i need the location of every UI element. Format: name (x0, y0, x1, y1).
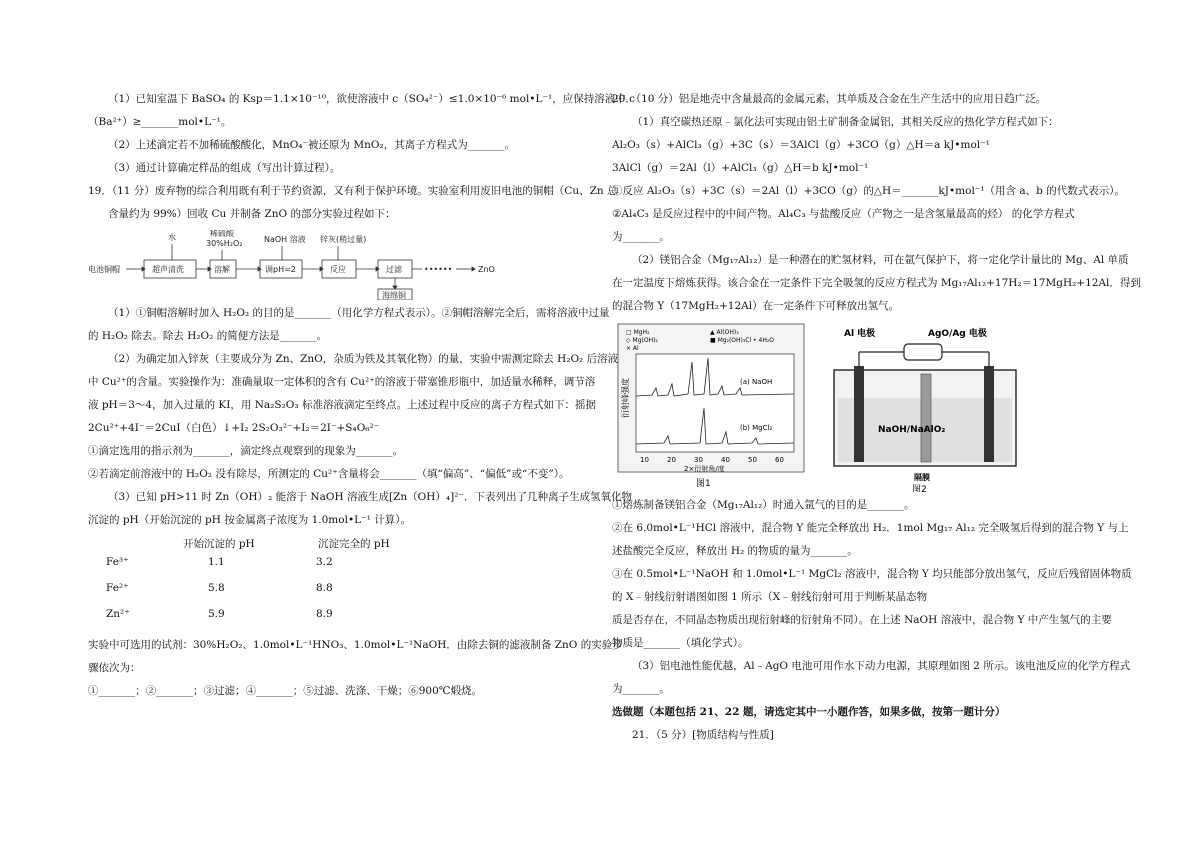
fig2-al-electrode-label: Al 电极 (844, 329, 876, 339)
fig1-legend-al: × Al (626, 345, 639, 352)
fig1-tick: 10 (640, 456, 649, 464)
table-cell-complete: 8.9 (316, 608, 333, 620)
q20-1-intro: （1）真空碳热还原﹣氯化法可实现由铝土矿制备金属铝，其相关反应的热化学方程式如下： (632, 116, 1059, 128)
table-row (88, 582, 608, 608)
fig1-legend-mg2oh3cl: ■ Mg₂(OH)₃Cl • 4H₂O (710, 337, 774, 344)
q20-3-line1: （3）铝电池性能优越，Al﹣AgO 电池可用作水下动力电源，其原理如图 2 所示。该电池反应的化学方程式 (632, 660, 1131, 672)
table-cell-start: 1.1 (208, 556, 225, 568)
table-cell-complete: 8.8 (316, 582, 333, 594)
xrd-figure (618, 324, 804, 489)
flow-box-ultrasonic-clean: 超声清洗 (152, 265, 184, 274)
q19-1-line2: 的 H₂O₂ 除去。除去 H₂O₂ 的简便方法是_______。 (88, 330, 327, 342)
table-cell-complete: 3.2 (316, 556, 333, 568)
q18-part1-line1: （1）已知室温下 BaSO₄ 的 Ksp＝1.1×10⁻¹⁰，欲使溶液中 c（SO₄²⁻）≤1.0×10⁻⁶ mol•L⁻¹，应保持溶液中 c (108, 93, 635, 105)
q20-2-sub1: ①熔炼制备镁铝合金（Mg₁₇Al₁₂）时通入氩气的目的是_______。 (612, 499, 915, 511)
q20-1-sub2-line1: ②Al₄C₃ 是反应过程中的中间产物。Al₄C₃ 与盐酸反应（产物之一是含氢量最高的烃） 的化学方程式 (612, 208, 1075, 220)
q19-2-sub2: ②若滴定前溶液中的 H₂O₂ 没有除尽，所测定的 Cu²⁺含量将会_______（填“偏高”、“偏低”或“不变”）。 (88, 468, 570, 480)
reagent-water: 水 (168, 233, 176, 242)
flow-dots: •••••• (424, 265, 453, 274)
q20-2-sub3-line2: 的 X﹣射线衍射谱图如图 1 所示（X﹣射线衍射可用于判断某晶态物 (612, 591, 928, 603)
q19-3-line1: （3）已知 pH>11 时 Zn（OH）₂ 能溶于 NaOH 溶液生成[Zn（OH）₄]²⁻．下表列出了几种离子生成氢氧化物 (108, 491, 632, 503)
fig1-tick: 60 (775, 456, 784, 464)
flow-end-label: ZnO (478, 265, 495, 274)
process-flow-diagram (88, 230, 608, 300)
q20-intro: 20．（10 分）铝是地壳中含量最高的金属元素，其单质及合金在生产生活中的应用日趋广泛。 (612, 93, 1047, 105)
q18-part2: （2）上述滴定若不加稀硫酸酸化，MnO₄⁻被还原为 MnO₂，其离子方程式为_______。 (108, 139, 515, 151)
fig1-legend-mgoh2: ◇ Mg(OH)₂ (626, 337, 658, 344)
q19-reagents-line1: 实验中可选用的试剂：30%H₂O₂、1.0mol•L⁻¹HNO₃、1.0mol•L⁻¹NaOH．由除去铜的滤液制备 ZnO 的实验步 (88, 639, 623, 651)
flow-start-label: 电池铜帽 (88, 265, 120, 274)
fig1-legend-aloh3: ▲ Al(OH)₃ (710, 329, 739, 336)
q19-intro-line1: 19．（11 分）废弃物的综合利用既有利于节约资源，又有利于保护环境。实验室利用废旧电池的铜帽（Cu、Zn 总 (88, 185, 618, 197)
fig1-xlabel: 2×衍射角/度 (684, 465, 725, 473)
q21-title: 21．（5 分）[物质结构与性质] (632, 729, 774, 741)
fig1-tick: 30 (694, 456, 703, 464)
q18-part3: （3）通过计算确定样品的组成（写出计算过程）。 (108, 162, 341, 174)
q18-part1-line2: （Ba²⁺）≥_______mol•L⁻¹。 (88, 116, 232, 128)
fig1-caption: 图1 (696, 479, 711, 489)
q19-2-line1: （2）为确定加入锌灰（主要成分为 Zn、ZnO，杂质为铁及其氧化物）的量，实验中需测定除去 H₂O₂ 后溶液 (108, 353, 619, 365)
q19-2-equations: 2Cu²⁺+4I⁻＝2CuI（白色）↓+I₂ 2S₂O₃²⁻+I₂＝2I⁻+S₄O₆²⁻ (88, 422, 380, 434)
q20-2-sub3-line1: ③在 0.5mol•L⁻¹NaOH 和 1.0mol•L⁻¹ MgCl₂ 溶液中，混合物 Y 均只能部分放出氢气，反应后残留固体物质 (612, 568, 1132, 580)
table-cell-ion: Fe²⁺ (106, 582, 129, 594)
reagent-dilute-sulfuric: 稀硫酸 (210, 230, 234, 238)
q20-2-sub3-line3: 质是否存在，不同晶态物质出现衍射峰的衍射角不同）。在上述 NaOH 溶液中，混合物 Y 中产生氢气的主要 (612, 614, 1112, 626)
q19-2-line3: 液 pH＝3～4，加入过量的 KI，用 Na₂S₂O₃ 标准溶液滴定至终点。上述过程中反应的离子方程式如下：摇据 (88, 399, 596, 411)
fig1-legend-mgh2: □ MgH₂ (626, 329, 650, 336)
table-cell-start: 5.8 (208, 582, 225, 594)
table-row (88, 608, 608, 634)
q19-steps: ①_______；②_______；③过滤；④_______；⑤过滤、洗涤、干燥；⑥900℃煅烧。 (88, 685, 483, 697)
fig1-curve-b-label: (b) MgCl₂ (740, 424, 773, 432)
q19-3-line2: 沉淀的 pH（开始沉淀的 pH 按金属离子浓度为 1.0mol•L⁻¹ 计算）。 (88, 514, 411, 526)
reagent-naoh: NaOH 溶液 (264, 235, 306, 244)
fig2-ago-electrode-label: AgO/Ag 电极 (928, 329, 987, 339)
fig2-electrolyte-label: NaOH/NaAlO₂ (878, 425, 946, 435)
right-column (612, 92, 1141, 751)
table-header-complete-ph: 沉淀完全的 pH (318, 538, 390, 550)
q20-2-line2: 在一定温度下熔炼获得。该合金在一定条件下完全吸氢的反应方程式为 Mg₁₇Al₁₂+17H₂＝17MgH₂+12Al．得到 (612, 277, 1141, 289)
q20-2-sub2-line2: 述盐酸完全反应，释放出 H₂ 的物质的量为_______。 (612, 545, 858, 557)
fig2-membrane-label: 隔膜 (914, 473, 930, 482)
q19-intro-line2: 含量约为 99%）回收 Cu 并制备 ZnO 的部分实验过程如下： (108, 208, 396, 220)
q20-2-line3: 的混合物 Y（17MgH₂+12Al）在一定条件下可释放出氢气。 (612, 300, 900, 312)
table-cell-start: 5.9 (208, 608, 225, 620)
q20-1-sub2-line2: 为_______。 (612, 231, 670, 243)
q20-2-sub2-line1: ②在 6.0mol•L⁻¹HCl 溶液中，混合物 Y 能完全释放出 H₂．1mol Mg₁₇ Al₁₂ 完全吸氢后得到的混合物 Y 与上 (612, 522, 1129, 534)
q19-reagents-line2: 骤依次为： (88, 662, 141, 674)
q20-1-sub1: ①反应 Al₂O₃（s）+3C（s）＝2Al（l）+3CO（g）的△H＝_______kJ•mol⁻¹（用含 a、b 的代数式表示）。 (612, 185, 1125, 197)
q20-3-line2: 为_______。 (612, 683, 670, 695)
table-row (88, 556, 608, 582)
q19-1-line1: （1）①铜帽溶解时加入 H₂O₂ 的目的是_______（用化学方程式表示）。②铜帽溶解完全后，需将溶液中过量 (108, 307, 610, 319)
q20-2-sub3-line4: 物质是_______（填化学式）。 (612, 637, 749, 649)
table-header (88, 536, 608, 556)
q20-equation1: Al₂O₃（s）+AlCl₃（g）+3C（s）＝3AlCl（g）+3CO（g）△H＝a kJ•mol⁻¹ (612, 139, 990, 151)
q19-2-sub1: ①滴定选用的指示剂为_______，滴定终点观察到的现象为_______。 (88, 445, 403, 457)
flow-box-dissolve: 溶解 (214, 265, 230, 274)
q19-2-line2: 中 Cu²⁺的含量。实验操作为：准确量取一定体积的含有 Cu²⁺的溶液于带塞锥形瓶中，加适量水稀释，调节溶 (88, 376, 596, 388)
flow-byproduct-sponge-copper: 海绵铜 (382, 291, 406, 300)
fig1-tick: 40 (721, 456, 730, 464)
reagent-zinc-ash: 锌灰(稍过量) (320, 235, 367, 244)
flow-box-adjust-ph: 调pH=2 (265, 265, 296, 274)
table-cell-ion: Fe³⁺ (106, 556, 129, 568)
flow-box-react: 反应 (330, 265, 346, 274)
table-header-start-ph: 开始沉淀的 pH (183, 538, 255, 550)
fig1-tick: 50 (748, 456, 757, 464)
fig1-tick: 20 (667, 456, 676, 464)
reagent-h2o2: 30%H₂O₂ (206, 239, 243, 248)
fig1-curve-a-label: (a) NaOH (740, 378, 773, 386)
elective-section-title: 选做题（本题包括 21、22 题，请选定其中一小题作答，如果多做，按第一题计分） (612, 706, 1006, 718)
flow-box-filter: 过滤 (386, 265, 402, 274)
battery-figure (834, 327, 1016, 492)
q20-2-line1: （2）镁铝合金（Mg₁₇Al₁₂）是一种潜在的贮氢材料，可在氩气保护下，将一定化学计量比的 Mg、Al 单质 (632, 254, 1129, 266)
fig2-caption: 图2 (912, 485, 927, 492)
table-cell-ion: Zn²⁺ (106, 608, 130, 620)
fig1-ylabel: 衍射峰强度 (621, 378, 630, 418)
q20-equation2: 3AlCl（g）＝2Al（l）+AlCl₃（g）△H＝b kJ•mol⁻¹ (612, 162, 869, 174)
figures-row (612, 322, 1132, 492)
precipitation-ph-table (88, 536, 608, 634)
